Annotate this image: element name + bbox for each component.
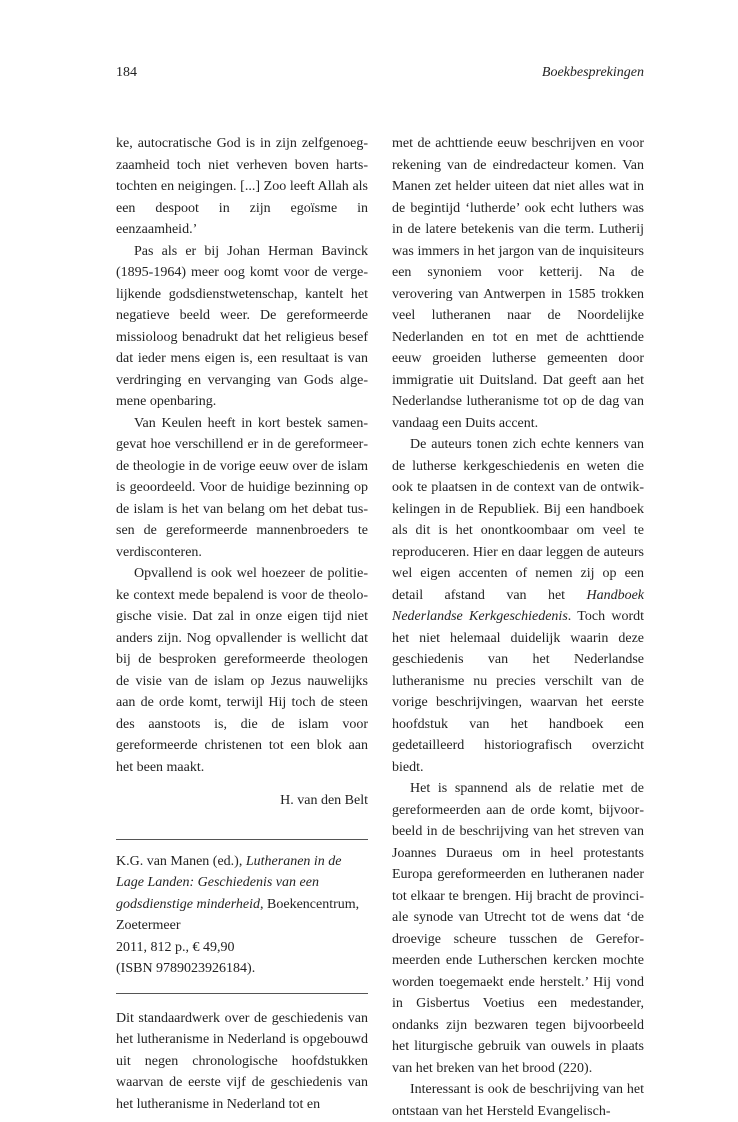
text-run: . Toch wordt het niet helemaal duidelijk waarin deze geschiedenis van het Nederlandse lutheranisme nu precies verschilt van de vorige beschrijvingen, waarvan het eerste hoofdstuk van het handboek een gedetailleerd historiografisch overzicht biedt. [392, 609, 644, 775]
paragraph: ke, autocratische God is in zijn zelfgenoegzaamheid toch niet verheven boven hartstochten en neigingen. [...] Zoo leeft Allah als een despoot in zijn egoïsme in eenzaamheid.’ [116, 136, 368, 237]
paragraph: Opvallend is ook wel hoezeer de politieke context mede bepalend is voor de theologische visie. Dat zal in onze eigen tijd niet anders zijn. Nog opvallender is wellicht dat bij de besproken gereformeerde theologen de visie van de islam op Jezus nauwelijks aan de orde komt, terwijl Hij toch de steen des aanstoots is, die de islam voor gereformeerde christenen tot een blok aan het been maakt. [116, 566, 368, 775]
divider [116, 993, 368, 994]
paragraph [392, 434, 644, 778]
book-title: Lutheranen in de Lage Landen: Geschiedenis van een godsdienstige minderheid [116, 853, 342, 912]
paragraph: Het is spannend als de relatie met de gereformeerden aan de orde komt, bijvoorbeeld in de beschrijving van het streven van Joannes Duraeus om in heel protestants Europa gereformeerden en lutheranen nader tot elkaar te brengen. Hij bracht de provinciale synode van Utrecht tot de wens dat ‘de droevige scheure tusschen de Gereformeerden ende Lutherschen kercken mochte worden toegemaekt ende herstelt.’ Hij vond in Gisbertus Voetius een medestander, ondanks zijn bezwaren tegen bijvoorbeeld het liturgische gebruik van ouwels in plaats van het breken van het brood (220). [392, 781, 644, 1076]
book-reference [116, 851, 368, 980]
paragraph: Van Keulen heeft in kort bestek samengevat hoe verschillend er in de gereformeerde theologie in de vorige eeuw over de islam is geoordeeld. Voor de huidige bezinning op de islam is het van belang om het debat tussen de gereformeerde mannenbroeders te verdisconteren. [116, 415, 368, 560]
running-title: Boekbesprekingen [541, 65, 644, 80]
book-isbn: (ISBN 9789023926184). [116, 961, 256, 976]
reviewer-signature: H. van den Belt [280, 793, 368, 808]
right-column [392, 133, 644, 1122]
book-author: K.G. van Manen (ed.), [116, 853, 246, 869]
review-paragraph: Dit standaardwerk over de geschiedenis van het lutheranisme in Nederland is opgebouwd uit negen chronologische hoofdstukken waarvan de eerste vijf de geschiedenis van het lutheranisme in Nederland tot en [116, 1010, 368, 1112]
left-column [116, 133, 368, 1115]
text-run: De auteurs tonen zich echte kenners van de lutherse kerkgeschiedenis en weten die ook te plaatsen in de context van de ontwikkelingen in de Republiek. Bij een handboek als dit is het onontkoombaar om veel te reproduceren. Hier en daar leggen de auteurs wel eigen accenten of nemen zij op een detail afstand van het [392, 437, 644, 603]
paragraph: met de achttiende eeuw beschrijven en voor rekening van de eindredacteur komen. Van Manen zet helder uiteen dat niet alles wat in de begintijd ‘lutherde’ ook echt luthers was in de latere betekenis van die term. Lutherij was immers in het jargon van de inquisiteurs een synoniem voor ketterij. Na de verovering van Antwerpen in 1585 trokken veel lutheranen naar de Noordelijke Nederlanden en tot en met de achttiende eeuw groeiden lutherse gemeenten door immigratie uit Duitsland. Dat geeft aan het Nederlandse lutheranisme tot op de dag van vandaag een Duits accent. [392, 136, 644, 431]
page-number: 184 [116, 65, 137, 80]
book-publisher: , Boekencentrum, Zoetermeer [116, 896, 360, 933]
paragraph: Interessant is ook de beschrijving van het ontstaan van het Hersteld Evangelisch- [392, 1082, 644, 1119]
paragraph: Pas als er bij Johan Herman Bavinck (1895-1964) meer oog komt voor de vergelijkende godsdienstwetenschap, kantelt het negatieve beeld weer. De gereformeerde missioloog benadrukt dat het religieus besef dat ieder mens eigen is, een resultaat is van verdringing en vervanging van Gods algemene openbaring. [116, 243, 368, 409]
book-title-citation: Handboek Nederlandse Kerkgeschiedenis [392, 587, 644, 624]
book-details: 2011, 812 p., € 49,90 [116, 939, 235, 955]
divider [116, 839, 368, 840]
